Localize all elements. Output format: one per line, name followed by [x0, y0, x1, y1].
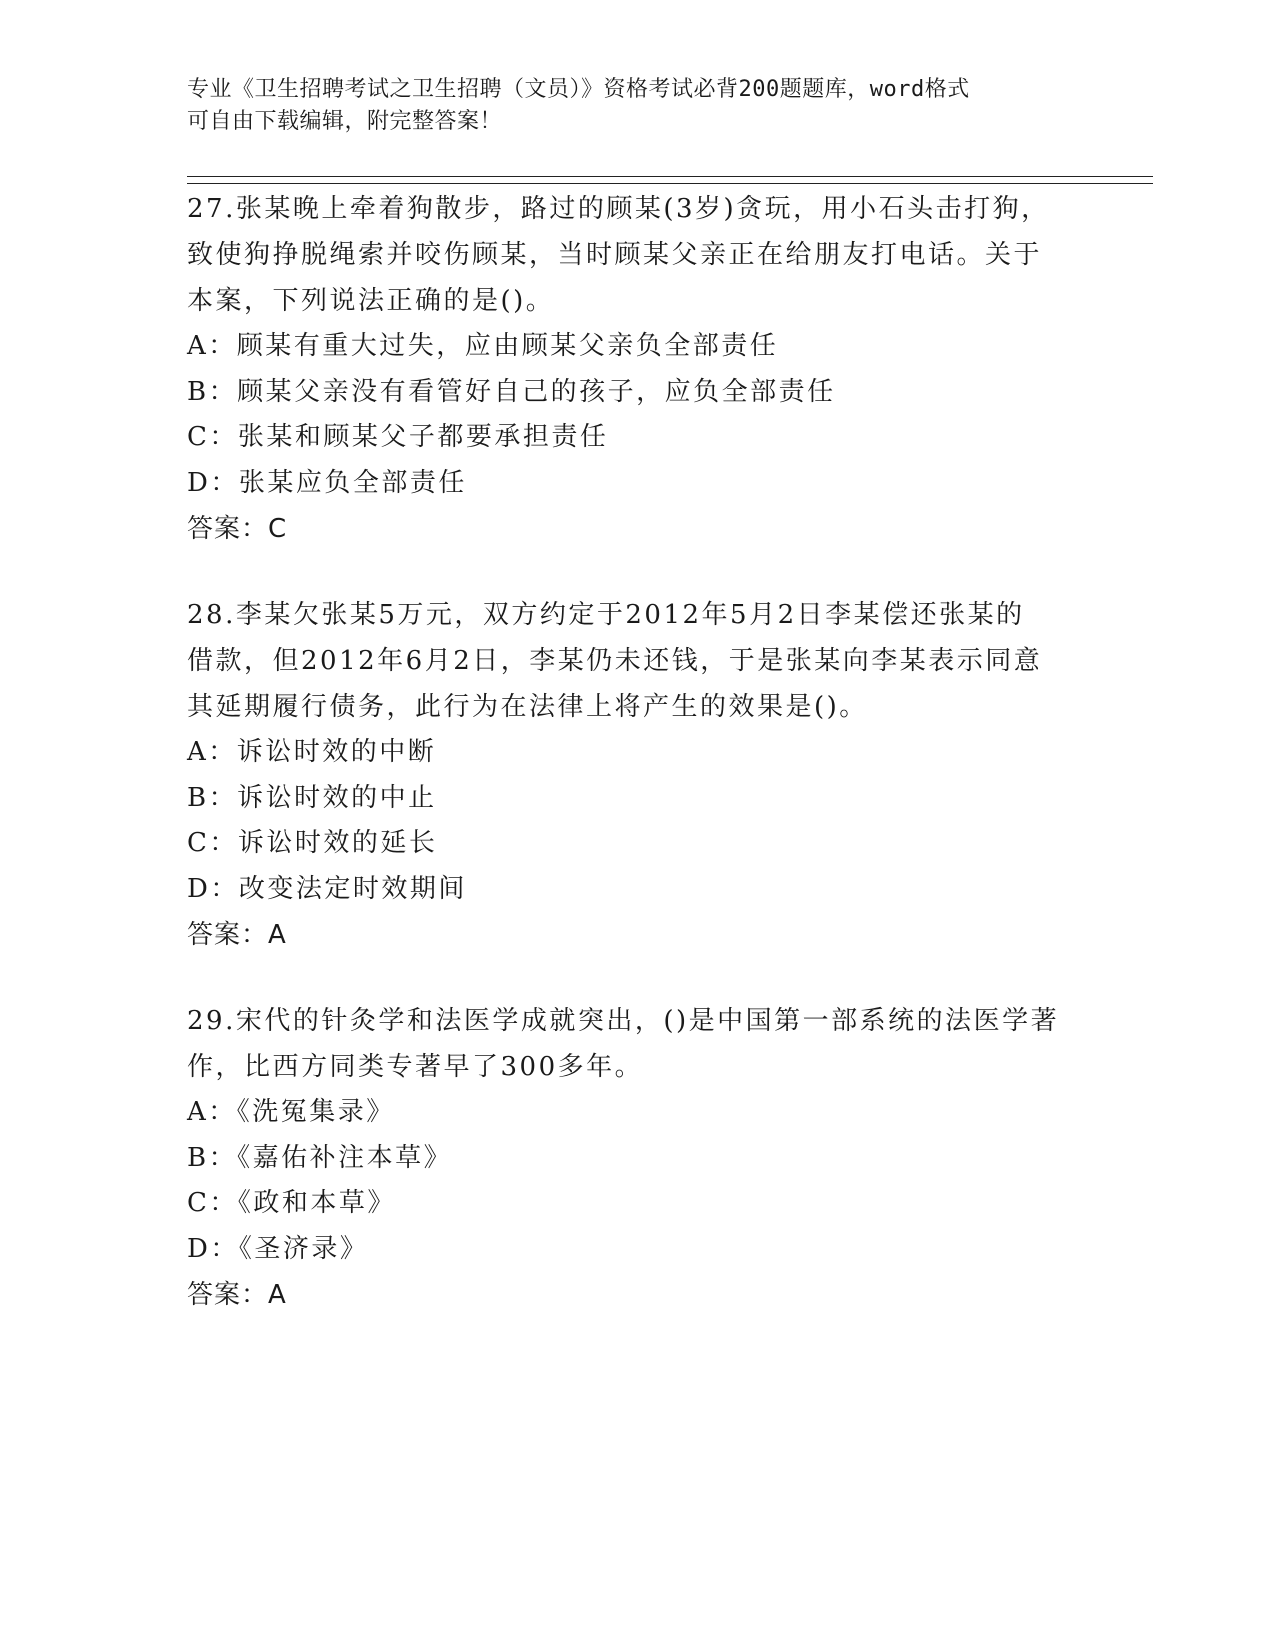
option-b: B：诉讼时效的中止 [187, 782, 437, 813]
header-divider-bottom [187, 183, 1153, 184]
question-list [187, 186, 1087, 1358]
option-c: C：诉讼时效的延长 [187, 828, 438, 858]
question-stem [187, 998, 1087, 1090]
stem-line: 27.张某晚上牵着狗散步，路过的顾某(3岁)贪玩，用小石头击打狗， [187, 194, 1050, 224]
option-b: B：顾某父亲没有看管好自己的孩子，应负全部责任 [187, 376, 836, 407]
answer: 答案：C [187, 514, 288, 544]
stem-line: 其延期履行债务，此行为在法律上将产生的效果是()。 [187, 692, 868, 722]
stem-line: 作，比西方同类专著早了300多年。 [187, 1052, 644, 1082]
question-28 [187, 592, 1087, 958]
answer: 答案：A [187, 1280, 287, 1310]
option-d: D：《圣济录》 [187, 1233, 369, 1264]
header-line-2: 可自由下载编辑，附完整答案！ [187, 109, 503, 134]
option-c: C：张某和顾某父子都要承担责任 [187, 422, 609, 452]
question-29 [187, 998, 1087, 1318]
option-a: A：《洗冤集录》 [187, 1097, 395, 1127]
option-d: D：改变法定时效期间 [187, 873, 467, 904]
option-a: A：顾某有重大过失，应由顾某父亲负全部责任 [187, 331, 779, 361]
stem-line: 29.宋代的针灸学和法医学成就突出，()是中国第一部系统的法医学著 [187, 1006, 1060, 1036]
answer: 答案：A [187, 920, 287, 950]
question-stem [187, 186, 1087, 324]
header-line-1: 专业《卫生招聘考试之卫生招聘（文员）》资格考试必背200题题库，word格式 [187, 77, 970, 102]
stem-line: 致使狗挣脱绳索并咬伤顾某，当时顾某父亲正在给朋友打电话。关于 [187, 240, 1043, 270]
question-27 [187, 186, 1087, 552]
question-stem [187, 592, 1087, 730]
stem-line: 本案，下列说法正确的是()。 [187, 286, 555, 316]
option-b: B：《嘉佑补注本草》 [187, 1142, 453, 1173]
document-header [187, 74, 1067, 138]
stem-line: 28.李某欠张某5万元，双方约定于2012年5月2日李某偿还张某的 [187, 600, 1025, 630]
option-d: D：张某应负全部责任 [187, 467, 467, 498]
header-divider-top [187, 176, 1153, 177]
stem-line: 借款，但2012年6月2日，李某仍未还钱，于是张某向李某表示同意 [187, 646, 1043, 676]
option-a: A：诉讼时效的中断 [187, 737, 437, 767]
option-c: C：《政和本草》 [187, 1188, 396, 1218]
